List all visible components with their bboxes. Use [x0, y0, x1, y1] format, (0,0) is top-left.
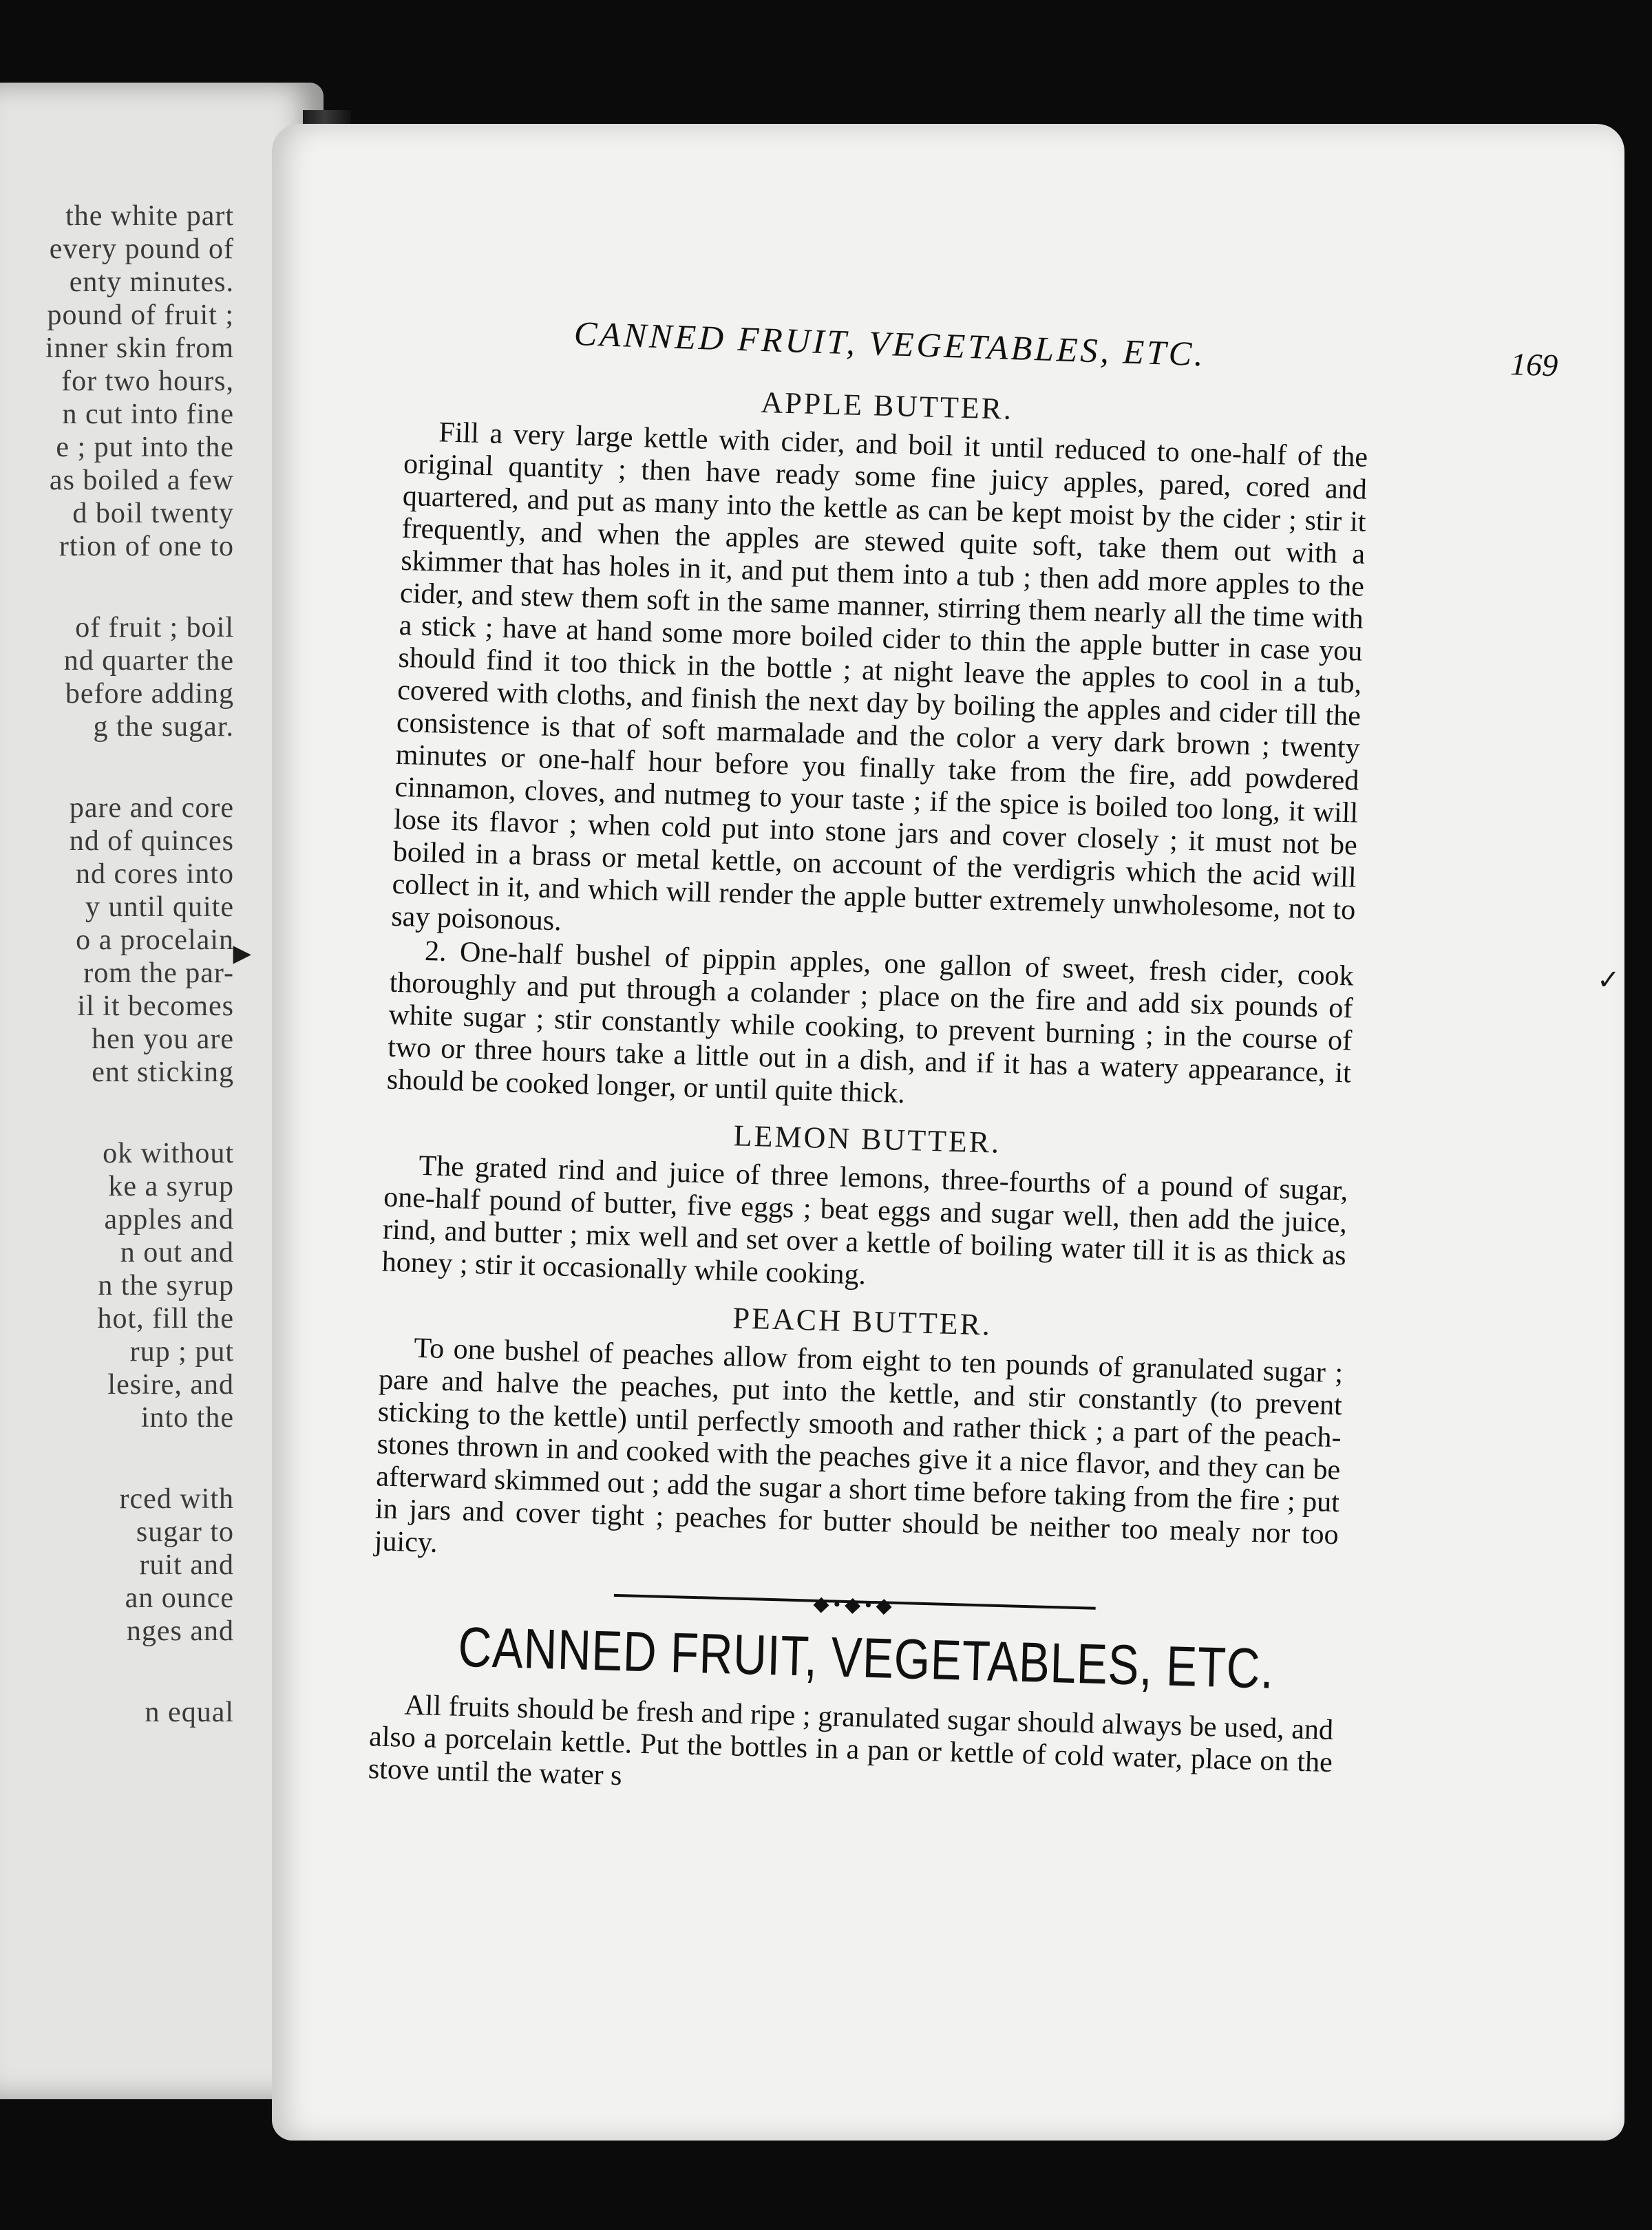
chapter-intro-paragraph: All fruits should be fresh and ripe ; granulated sugar should always be used, and also a porcelain kettle. Put the bottles in a pan or kettle of cold water, place on the stove until the water s: [368, 1689, 1334, 1792]
left-page-line: g the sugar.: [93, 711, 234, 743]
left-page-line: pound of fruit ;: [47, 299, 234, 331]
left-page-line: before adding: [65, 678, 234, 710]
left-page-line: nges and: [126, 1615, 234, 1647]
left-page-line: rom the par-: [83, 957, 234, 989]
ornament-icon: ◆•◆•◆: [813, 1592, 897, 1617]
left-page-line: every pound of: [49, 233, 234, 265]
left-page-line: il it becomes: [77, 990, 234, 1022]
left-page-line: d boil twenty: [72, 498, 234, 529]
left-page-line: nd of quinces: [69, 825, 234, 857]
left-page-line: e ; put into the: [56, 432, 234, 463]
chapter-heading: CANNED FRUIT, VEGETABLES, ETC.: [457, 1615, 1275, 1701]
left-page-line: enty minutes.: [69, 266, 234, 298]
ink-mark-icon: ✓: [1597, 964, 1620, 995]
left-page-line: inner skin from: [45, 332, 234, 364]
left-page-line: the white part: [65, 200, 234, 232]
left-page-line: rced with: [119, 1483, 234, 1515]
book-page: [272, 124, 1624, 2141]
page-number: 169: [1510, 346, 1559, 383]
left-page-line: nd cores into: [76, 858, 234, 890]
left-page-line: hen you are: [92, 1023, 234, 1055]
left-page-line: nd quarter the: [63, 645, 234, 677]
running-title: CANNED FRUIT, VEGETABLES, ETC.: [573, 313, 1207, 374]
apple-butter-paragraph-1: Fill a very large kettle with cider, and boil it until reduced to one-half of the original quantity ; then have ready some fine juicy apples, pared, cored and quartered, and put as many into the kettle as can be kept moist by the cider ; stir it frequently, and when the apples are stewed quite soft, take them out with a skimmer that has holes in it, and put them into a tub ; then add more apples to the cider, and stew them soft in the same manner, stirring them nearly all the time with a stick ; have at hand some more boiled cider to thin the apple butter in case you should find it too thick in the bottle ; at night leave the apples to cool in a tub, covered with cloths, and finish the next day by boiling the apples and cider till the consistence is that of soft marmalade and the color a very dark brown ; twenty minutes or one-half hour before you finally take from the fire, add powdered cinnamon, cloves, and nutmeg to your taste ; if the spice is boiled too long, it will lose its flavor ; when cold put into stone jars and cover closely ; it must not be boiled in a brass or metal kettle, on account of the verdigris which the acid will collect in it, and which will render the apple butter extremely unwholesome, not to say poisonous.: [390, 416, 1368, 937]
page-content: [368, 368, 1369, 1812]
left-page-line: an ounce: [125, 1582, 234, 1614]
left-page-line: lesire, and: [107, 1369, 234, 1401]
ornamental-rule: [613, 1585, 1096, 1619]
left-page-line: n equal: [145, 1697, 234, 1728]
left-page-line: y until quite: [85, 891, 234, 923]
left-page-line: of fruit ; boil: [75, 612, 234, 644]
left-page-line: n cut into fine: [62, 399, 234, 430]
left-page-line: o a procelain: [76, 924, 234, 956]
left-page-line: for two hours,: [61, 365, 234, 397]
left-page-line: sugar to: [136, 1516, 234, 1548]
peach-butter-heading: PEACH BUTTER.: [732, 1301, 993, 1342]
left-page-line: as boiled a few: [49, 465, 234, 496]
left-page-line: ruit and: [139, 1549, 234, 1581]
left-page-line: rup ; put: [129, 1336, 234, 1368]
left-page-line: pare and core: [69, 792, 234, 824]
left-page-line: into the: [140, 1402, 234, 1434]
left-page-line: ent sticking: [92, 1056, 234, 1088]
left-page-line: n the syrup: [98, 1270, 234, 1302]
left-page-line: apples and: [104, 1204, 234, 1235]
ink-mark-icon: ►: [227, 937, 257, 970]
lemon-butter-heading: LEMON BUTTER.: [733, 1118, 1002, 1160]
apple-butter-paragraph-2: 2. One-half bushel of pippin apples, one gallon of sweet, fresh cider, cook thoroughly and put through a colander ; place on the fire and add six pounds of white sugar ; stir constantly while cooking, to prevent burning ; in the course of two or three hours take a little out in a dish, and if it has a watery appearance, it should be cooked longer, or until quite thick.: [386, 935, 1355, 1109]
left-page-line: ok without: [103, 1138, 234, 1169]
apple-butter-heading: APPLE BUTTER.: [760, 385, 1014, 426]
lemon-butter-paragraph: The grated rind and juice of three lemons, three-fourths of a pound of sugar, one-half pound of butter, five eggs ; beat eggs and sugar well, then add the juice, rind, and butter ; mix well and set over a kettle of boiling water till it is as thick as honey ; stir it occasionally while cooking.: [381, 1149, 1348, 1291]
left-page-line: hot, fill the: [97, 1303, 234, 1335]
left-page-line: n out and: [120, 1237, 234, 1268]
peach-butter-paragraph: To one bushel of peaches allow from eight to ten pounds of granulated sugar ; pare and halve the peaches, put into the kettle, and stir constantly (to prevent sticking to the kettle) until perfectly smooth and rather thick ; a part of the peach-stones thrown in and cooked with the peaches give it a nice flavor, and they can be afterward skimmed out ; add the sugar a short time before taking from the fire ; put in jars and cover tight ; peaches for butter should be neither too mealy nor too juicy.: [374, 1332, 1344, 1559]
left-page-line: ke a syrup: [108, 1171, 234, 1202]
left-page-line: rtion of one to: [59, 531, 234, 562]
